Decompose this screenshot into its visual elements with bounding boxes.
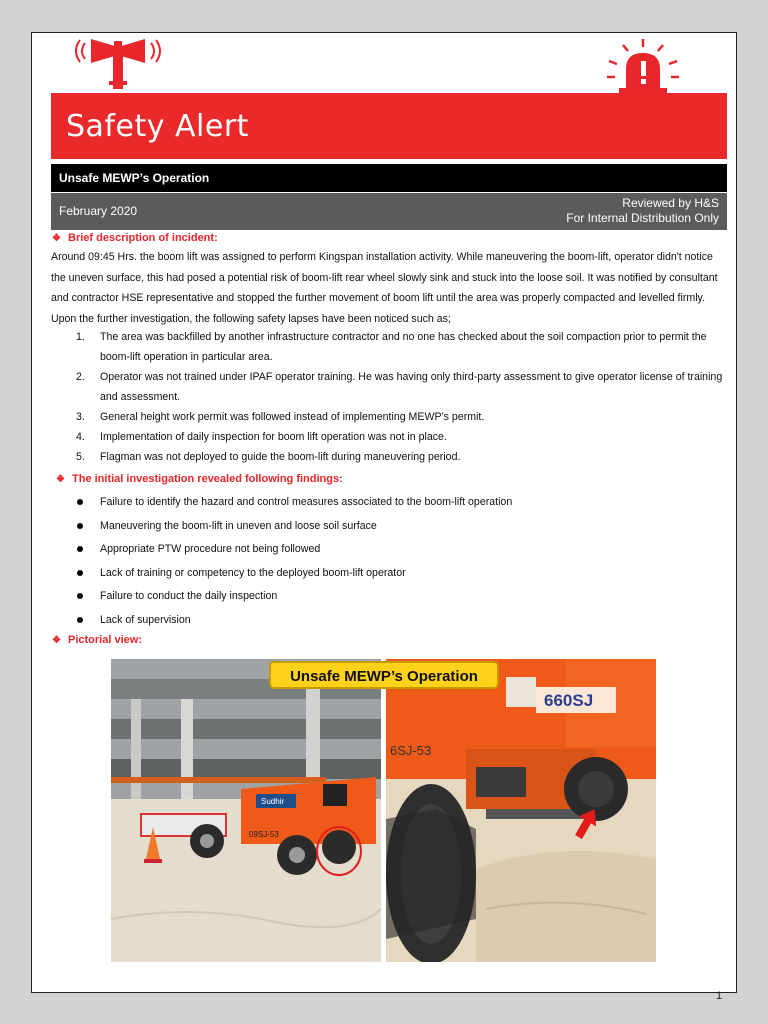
list-item: Failure to identify the hazard and control measures associated to the boom-lift operation xyxy=(76,494,726,518)
pictorial-heading: ❖ Pictorial view: xyxy=(52,634,142,646)
distribution-note: For Internal Distribution Only xyxy=(566,211,719,225)
list-item: 3. General height work permit was followed instead of implementing MEWP’s permit. xyxy=(76,411,485,423)
list-item: 2. Operator was not trained under IPAF operator training. He was having only third-party assessment to give operator license of training and assessment. xyxy=(76,371,723,403)
list-item: 5. Flagman was not deployed to guide the boom-lift during maneuvering period. xyxy=(76,451,461,463)
incident-heading: ❖ Brief description of incident: xyxy=(52,232,218,244)
siren-megaphone-icon xyxy=(73,37,163,89)
list-item: Lack of supervision xyxy=(76,612,726,636)
incident-photos xyxy=(111,659,656,962)
diamond-bullet-icon: ❖ xyxy=(52,635,61,646)
photo-caption-banner: Unsafe MEWP’s Operation xyxy=(269,661,499,689)
bullet-icon xyxy=(77,617,83,623)
list-item: 4. Implementation of daily inspection for boom lift operation was not in place. xyxy=(76,431,447,443)
list-item: Maneuvering the boom-lift in uneven and loose soil surface xyxy=(76,518,726,542)
bullet-icon xyxy=(77,570,83,576)
diamond-bullet-icon: ❖ xyxy=(56,474,65,485)
page-number: 1 xyxy=(716,990,723,1002)
reviewed-by: Reviewed by H&S xyxy=(622,196,719,210)
banner-title: Safety Alert xyxy=(66,109,249,144)
findings-heading: ❖ The initial investigation revealed following findings: xyxy=(56,473,343,485)
findings-list xyxy=(76,494,726,635)
bullet-icon xyxy=(77,499,83,505)
svg-text:Sudhir: Sudhir xyxy=(261,797,285,806)
document-page xyxy=(31,32,737,993)
stuck-wheel-closeup-photo xyxy=(386,659,656,962)
diamond-bullet-icon: ❖ xyxy=(52,233,61,244)
alert-subject: Unsafe MEWP’s Operation xyxy=(59,171,210,185)
alert-date: February 2020 xyxy=(59,204,138,218)
list-item: Failure to conduct the daily inspection xyxy=(76,588,726,612)
list-item: Appropriate PTW procedure not being followed xyxy=(76,541,726,565)
svg-text:660SJ: 660SJ xyxy=(544,691,594,710)
svg-text:09SJ-53: 09SJ-53 xyxy=(249,830,279,839)
bullet-icon xyxy=(77,546,83,552)
warning-beacon-icon xyxy=(601,37,686,95)
list-item: 1. The area was backfilled by another infrastructure contractor and no one has checked about the soil compaction prior to permit the boom-lift operation in particular area. xyxy=(76,331,707,363)
list-item: Lack of training or competency to the deployed boom-lift operator xyxy=(76,565,726,589)
bullet-icon xyxy=(77,523,83,529)
safety-alert-banner xyxy=(51,33,727,159)
alert-meta-bar xyxy=(51,193,727,230)
alert-subject-bar xyxy=(51,164,727,192)
bullet-icon xyxy=(77,593,83,599)
incident-description: Around 09:45 Hrs. the boom lift was assigned to perform Kingspan installation activity. While maneuvering the boom-lift, operator didn't notice the uneven surface, this had posed a potential risk of boom-lift rear wheel slowly sink and stuck into the loose soil. It was notified by consultant and contractor HSE representative and stopped the further movement of boom lift until the area was properly compacted and levelled firmly. Upon the further investigation, the following safety lapses have been noticed such as; xyxy=(51,251,718,325)
safety-lapses-list xyxy=(76,327,726,467)
boom-lift-site-photo xyxy=(111,659,381,962)
svg-text:6SJ-53: 6SJ-53 xyxy=(390,743,432,758)
